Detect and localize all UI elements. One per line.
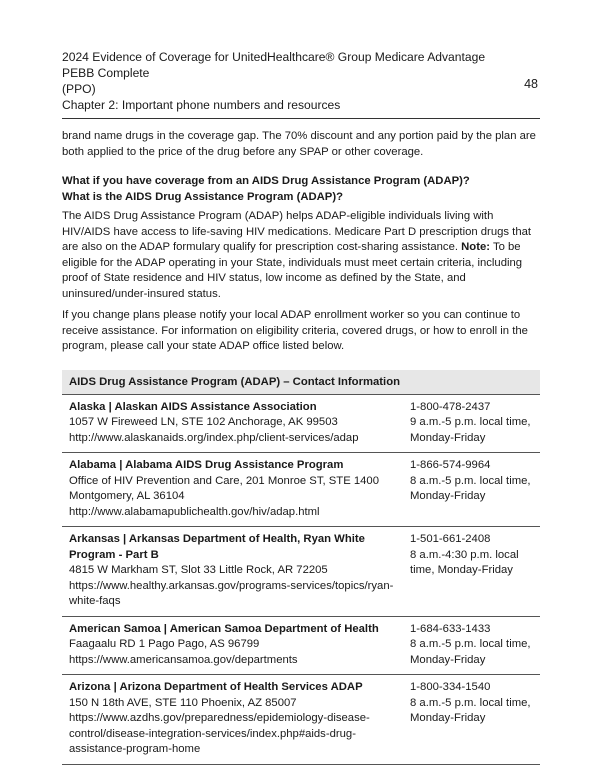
program-name: Alabama | Alabama AIDS Drug Assistance Program — [69, 459, 344, 471]
program-url[interactable]: https://www.americansamoa.gov/departments — [69, 653, 298, 666]
table-body — [62, 395, 540, 765]
document-page — [62, 0, 540, 765]
program-name: Arizona | Arizona Department of Health Services ADAP — [69, 681, 363, 693]
question-adap-coverage: What if you have coverage from an AIDS Drug Assistance Program (ADAP)? — [62, 175, 470, 187]
document-title-line1: 2024 Evidence of Coverage for UnitedHealthcare® Group Medicare Advantage PEBB Complete — [62, 50, 486, 80]
program-hours: 9 a.m.-5 p.m. local time, Monday-Friday — [410, 416, 531, 444]
program-name: American Samoa | American Samoa Department of Health — [69, 622, 379, 635]
adap-description-text: The AIDS Drug Assistance Program (ADAP) helps ADAP-eligible individuals living with HIV/AIDS have access to life-saving HIV medications. Medicare Part D prescription drugs that are also on the ADAP formulary qualify for prescription cost-sharing assistance. — [62, 210, 532, 253]
program-hours: 8 a.m.-4:30 p.m. local time, Monday-Friday — [410, 548, 519, 576]
adap-eligibility-text: To be eligible for the ADAP operating in your State, individuals must meet certain criteria, including proof of State residence and HIV status, low income as defined by the State, and uninsured/under-insured status. — [62, 241, 523, 300]
program-name: Arkansas | Arkansas Department of Health, Ryan White Program - Part B — [69, 533, 365, 561]
table-row — [62, 675, 540, 765]
contact-phone-hours — [408, 400, 535, 447]
program-phone[interactable]: 1-800-478-2437 — [410, 400, 491, 413]
contact-details — [69, 400, 408, 447]
contact-phone-hours — [408, 458, 535, 520]
page-header — [62, 0, 540, 113]
paragraph-adap-description — [62, 209, 540, 302]
program-phone[interactable]: 1-501-661-2408 — [410, 533, 491, 545]
program-address: 150 N 18th AVE, STE 110 Phoenix, AZ 85007 — [69, 696, 297, 709]
paragraph-coverage-gap: brand name drugs in the coverage gap. The 70% discount and any portion paid by the plan are both applied to the price of the drug before any SPAP or other coverage. — [62, 130, 536, 158]
adap-contact-table — [62, 370, 540, 765]
contact-details — [69, 680, 408, 758]
contact-details — [69, 622, 408, 669]
program-hours: 8 a.m.-5 p.m. local time, Monday-Friday — [410, 696, 531, 724]
page-number: 48 — [524, 77, 538, 91]
program-address: Faagaalu RD 1 Pago Pago, AS 96799 — [69, 638, 260, 650]
program-url[interactable]: http://www.alabamapublichealth.gov/hiv/adap.html — [69, 505, 320, 518]
program-phone[interactable]: 1-866-574-9964 — [410, 459, 491, 471]
table-heading: AIDS Drug Assistance Program (ADAP) – Contact Information — [62, 370, 540, 395]
contact-phone-hours — [408, 532, 535, 610]
document-title — [62, 49, 502, 97]
program-url[interactable]: https://www.healthy.arkansas.gov/programs-services/topics/ryan-white-faqs — [69, 579, 394, 607]
chapter-title: Chapter 2: Important phone numbers and resources — [62, 98, 341, 112]
note-label: Note: — [461, 241, 491, 253]
question-what-is-adap: What is the AIDS Drug Assistance Program (ADAP)? — [62, 190, 343, 203]
contact-details — [69, 532, 408, 610]
program-name: Alaska | Alaskan AIDS Assistance Association — [69, 400, 317, 413]
program-hours: 8 a.m.-5 p.m. local time, Monday-Friday — [410, 474, 531, 502]
program-url[interactable]: http://www.alaskanaids.org/index.php/client-services/adap — [69, 431, 359, 444]
section-heading — [62, 174, 540, 205]
program-address: 4815 W Markham ST, Slot 33 Little Rock, AR 72205 — [69, 564, 328, 576]
document-title-line2: (PPO) — [62, 82, 96, 96]
paragraph-change-plans: If you change plans please notify your local ADAP enrollment worker so you can continue to receive assistance. For information on eligibility criteria, covered drugs, or how to enroll in the program, please call your state ADAP office listed below. — [62, 309, 528, 352]
table-row — [62, 395, 540, 454]
contact-phone-hours — [408, 680, 535, 758]
table-row — [62, 617, 540, 676]
program-hours: 8 a.m.-5 p.m. local time, Monday-Friday — [410, 638, 531, 666]
contact-details — [69, 458, 408, 520]
program-url[interactable]: https://www.azdhs.gov/preparedness/epidemiology-disease-control/disease-integration-services/index.php#aids-drug-assistance-program-home — [69, 712, 370, 755]
program-phone[interactable]: 1-800-334-1540 — [410, 681, 491, 693]
table-row — [62, 527, 540, 617]
contact-phone-hours — [408, 622, 535, 669]
header-divider — [62, 118, 540, 119]
program-address: Office of HIV Prevention and Care, 201 Monroe ST, STE 1400 Montgomery, AL 36104 — [69, 474, 379, 502]
program-phone[interactable]: 1-684-633-1433 — [410, 622, 491, 635]
table-row — [62, 453, 540, 527]
program-address: 1057 W Fireweed LN, STE 102 Anchorage, AK 99503 — [69, 416, 338, 428]
